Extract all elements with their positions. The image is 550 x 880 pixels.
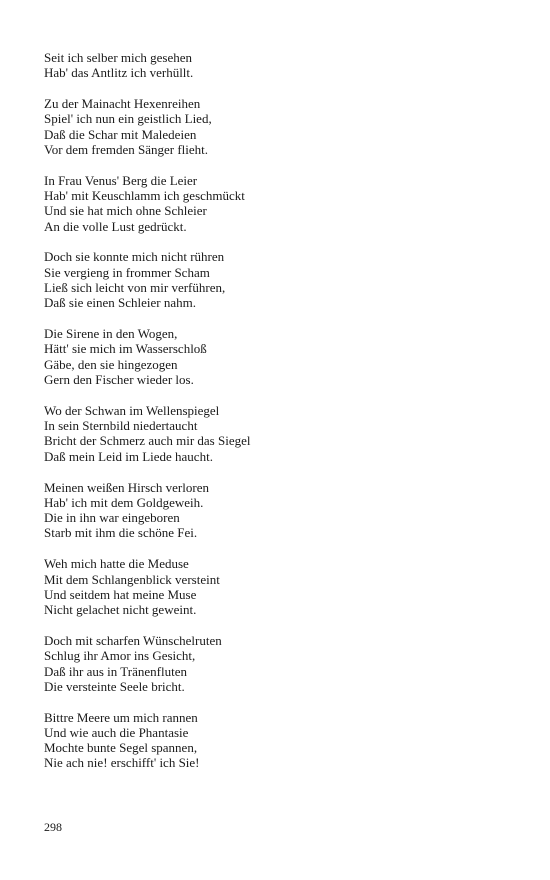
verse-line: Doch mit scharfen Wünschelruten bbox=[44, 632, 222, 648]
verse-line: Gern den Fischer wieder los. bbox=[44, 372, 194, 388]
verse-line: Hab' das Antlitz ich verhüllt. bbox=[44, 65, 194, 81]
verse-line: Die in ihn war eingeboren bbox=[44, 510, 180, 526]
verse-line: Sie vergieng in frommer Scham bbox=[44, 264, 210, 280]
stanza bbox=[44, 50, 504, 81]
stanza bbox=[44, 326, 504, 387]
verse-line: In sein Sternbild niedertaucht bbox=[44, 418, 198, 434]
verse-line: Seit ich selber mich gesehen bbox=[44, 50, 193, 65]
verse-line: Spiel' ich nun ein geistlich Lied, bbox=[44, 111, 212, 127]
verse-line: Daß sie einen Schleier nahm. bbox=[44, 295, 196, 311]
verse-line: Gäbe, den sie hingezogen bbox=[44, 356, 178, 372]
verse-line: Daß die Schar mit Maledeien bbox=[44, 126, 197, 142]
verse-line: Schlug ihr Amor ins Gesicht, bbox=[44, 648, 196, 664]
verse-line: Vor dem fremden Sänger flieht. bbox=[44, 141, 209, 157]
verse-line: Bricht der Schmerz auch mir das Siegel bbox=[44, 433, 251, 449]
verse-line: Weh mich hatte die Meduse bbox=[44, 556, 189, 572]
verse-line: Nie ach nie! erschifft' ich Sie! bbox=[44, 755, 200, 771]
verse-line: Hab' ich mit dem Goldgeweih. bbox=[44, 494, 204, 510]
verse-line: Mochte bunte Segel spannen, bbox=[44, 740, 198, 756]
stanza bbox=[44, 710, 504, 771]
verse-line: Bittre Meere um mich rannen bbox=[44, 709, 198, 725]
verse-line: Mit dem Schlangenblick versteint bbox=[44, 571, 220, 587]
stanza bbox=[44, 556, 504, 617]
stanza bbox=[44, 96, 504, 157]
stanza bbox=[44, 403, 504, 464]
verse-line: Und seitdem hat meine Muse bbox=[44, 586, 197, 602]
verse-line: Doch sie konnte mich nicht rühren bbox=[44, 249, 225, 265]
verse-line: Ließ sich leicht von mir verführen, bbox=[44, 280, 226, 296]
verse-line: Und sie hat mich ohne Schleier bbox=[44, 203, 207, 219]
verse-line: Daß mein Leid im Liede haucht. bbox=[44, 448, 213, 464]
page-number: 298 bbox=[44, 820, 62, 834]
poem bbox=[44, 50, 504, 786]
stanza bbox=[44, 480, 504, 541]
verse-line: Zu der Mainacht Hexenreihen bbox=[44, 96, 201, 112]
verse-line: Nicht gelachet nicht geweint. bbox=[44, 602, 197, 618]
verse-line: Und wie auch die Phantasie bbox=[44, 724, 189, 740]
verse-line: Hätt' sie mich im Wasserschloß bbox=[44, 341, 207, 357]
verse-line: An die volle Lust gedrückt. bbox=[44, 218, 187, 234]
verse-line: Daß ihr aus in Tränenfluten bbox=[44, 663, 187, 679]
stanza bbox=[44, 173, 504, 234]
stanza bbox=[44, 249, 504, 310]
verse-line: Die Sirene in den Wogen, bbox=[44, 326, 178, 342]
stanza bbox=[44, 633, 504, 694]
verse-line: Meinen weißen Hirsch verloren bbox=[44, 479, 209, 495]
verse-line: Hab' mit Keuschlamm ich geschmückt bbox=[44, 188, 245, 204]
verse-line: In Frau Venus' Berg die Leier bbox=[44, 172, 198, 188]
verse-line: Starb mit ihm die schöne Fei. bbox=[44, 525, 198, 541]
verse-line: Die versteinte Seele bricht. bbox=[44, 678, 185, 694]
verse-line: Wo der Schwan im Wellenspiegel bbox=[44, 402, 220, 418]
